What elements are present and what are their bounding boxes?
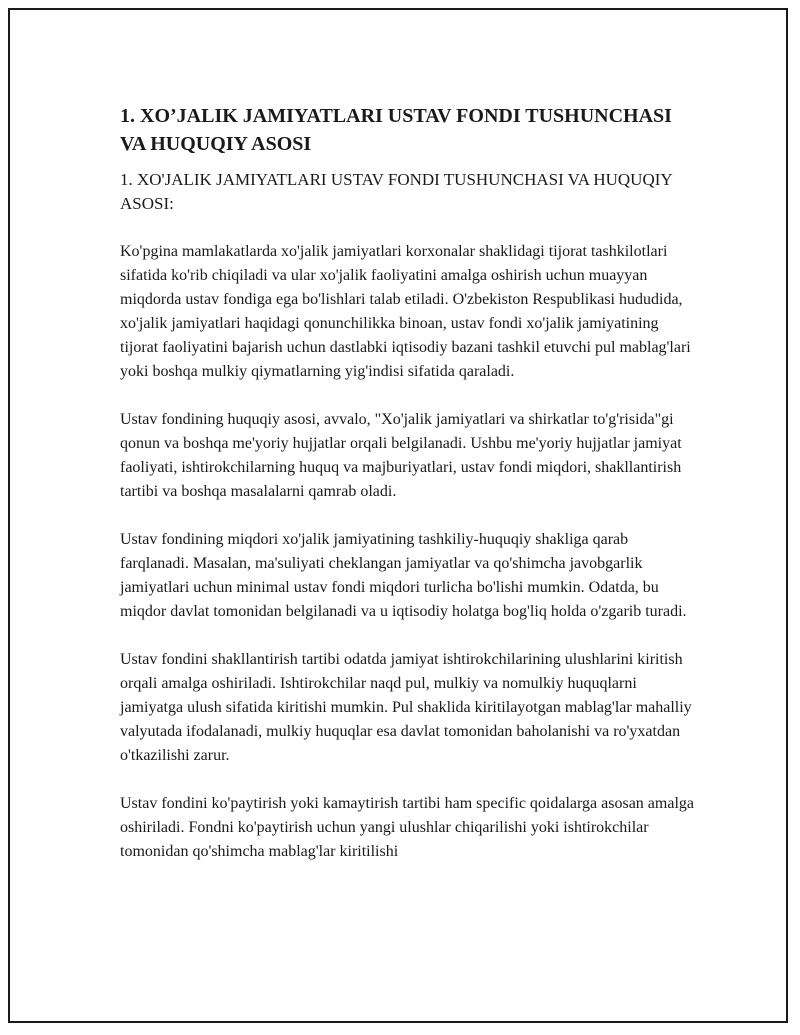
paragraph: Ustav fondini shakllantirish tartibi odatda jamiyat ishtirokchilarining ulushlarini kiritish orqali amalga oshiriladi. Ishtirokchilar naqd pul, mulkiy va nomulkiy huquqlarni jamiyatga ulush sifatida kiritishi mumkin. Pul shaklida kiritilayotgan mablag'lar mahalliy valyutada ifodalanadi, mulkiy huquqlar esa davlat tomonidan baholanishi va ro'yxatdan o'tkazilishi zarur. bbox=[120, 651, 692, 764]
paragraph: Ustav fondining miqdori xo'jalik jamiyatining tashkiliy-huquqiy shakliga qarab farqlanadi. Masalan, ma'suliyati cheklangan jamiyatlar va qo'shimcha javobgarlik jamiyatlari uchun minimal ustav fondi miqdori turlicha bo'lishi mumkin. Odatda, bu miqdor davlat tomonidan belgilanadi va u iqtisodiy holatga bog'liq holda o'zgarib turadi. bbox=[120, 531, 687, 620]
page-frame bbox=[8, 8, 788, 1023]
document-heading: 1. XO’JALIK JAMIYATLARI USTAV FONDI TUSHUNCHASI VA HUQUQIY ASOSI bbox=[120, 105, 672, 155]
paragraph: Ustav fondini ko'paytirish yoki kamaytirish tartibi ham specific qoidalarga asosan amalga oshiriladi. Fondni ko'paytirish uchun yangi ulushlar chiqarilishi yoki ishtirokchilar tomonidan qo'shimcha mablag'lar kiritilishi bbox=[120, 795, 694, 860]
document-subheading: 1. XO'JALIK JAMIYATLARI USTAV FONDI TUSHUNCHASI VA HUQUQIY ASOSI: bbox=[120, 170, 673, 213]
paragraph: Ko'pgina mamlakatlarda xo'jalik jamiyatlari korxonalar shaklidagi tijorat tashkilotlari sifatida ko'rib chiqiladi va ular xo'jalik faoliyatini amalga oshirish uchun muayyan miqdorda ustav fondiga ega bo'lishlari talab etiladi. O'zbekiston Respublikasi hududida, xo'jalik jamiyatlari haqidagi qonunchilikka binoan, ustav fondi xo'jalik jamiyatining tijorat faoliyatini bajarish uchun dastlabki iqtisodiy bazani tashkil etuvchi pul mablag'lari yoki boshqa mulkiy qiymatlarning yig'indisi sifatida qaraladi. bbox=[120, 243, 691, 380]
document-body bbox=[120, 102, 700, 864]
paragraph: Ustav fondining huquqiy asosi, avvalo, "Xo'jalik jamiyatlari va shirkatlar to'g'risida"gi qonun va boshqa me'yoriy hujjatlar orqali belgilanadi. Ushbu me'yoriy hujjatlar jamiyat faoliyati, ishtirokchilarning huquq va majburiyatlari, ustav fondi miqdori, shakllantirish tartibi va boshqa masalalarni qamrab oladi. bbox=[120, 411, 682, 500]
